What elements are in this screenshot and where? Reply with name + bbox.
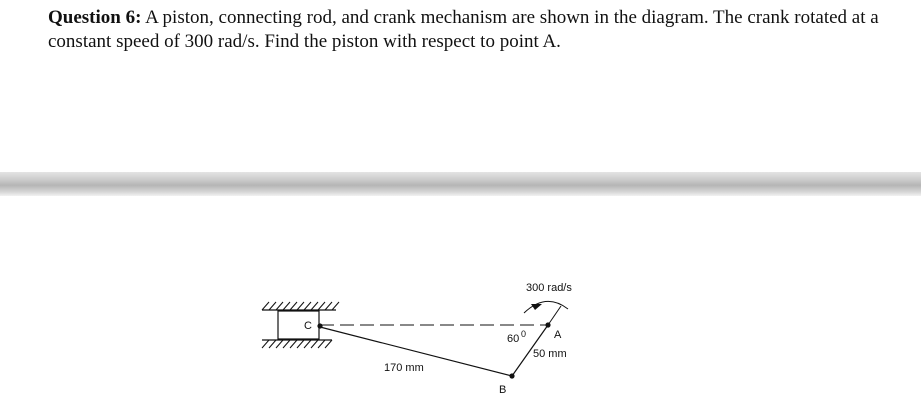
- crank-length-label: 50 mm: [533, 348, 567, 360]
- rotation-arrowhead: [531, 304, 542, 310]
- point-c-label: C: [304, 320, 312, 332]
- point-a-label: A: [554, 329, 562, 341]
- crank-angle-label: 60: [507, 333, 520, 345]
- rotation-arrow: [524, 301, 568, 313]
- pin-b: [509, 373, 514, 378]
- piston-block: [278, 311, 319, 339]
- bottom-guide-hatching: [262, 340, 332, 348]
- crank-extension-line: [548, 306, 561, 325]
- question-body: A piston, connecting rod, and crank mechanism are shown in the diagram. The crank rotated at a constant speed of 300 rad/s. Find the piston with respect to point A.: [48, 7, 879, 52]
- pin-a: [545, 322, 550, 327]
- question-number: Question 6:: [48, 7, 142, 28]
- degree-mark: 0: [521, 329, 527, 339]
- rod-length-label: 170 mm: [384, 362, 424, 374]
- top-guide-hatching: [262, 302, 339, 310]
- angular-speed-label: 300 rad/s: [526, 282, 572, 294]
- pin-c: [317, 323, 322, 328]
- point-b-label: B: [499, 384, 507, 396]
